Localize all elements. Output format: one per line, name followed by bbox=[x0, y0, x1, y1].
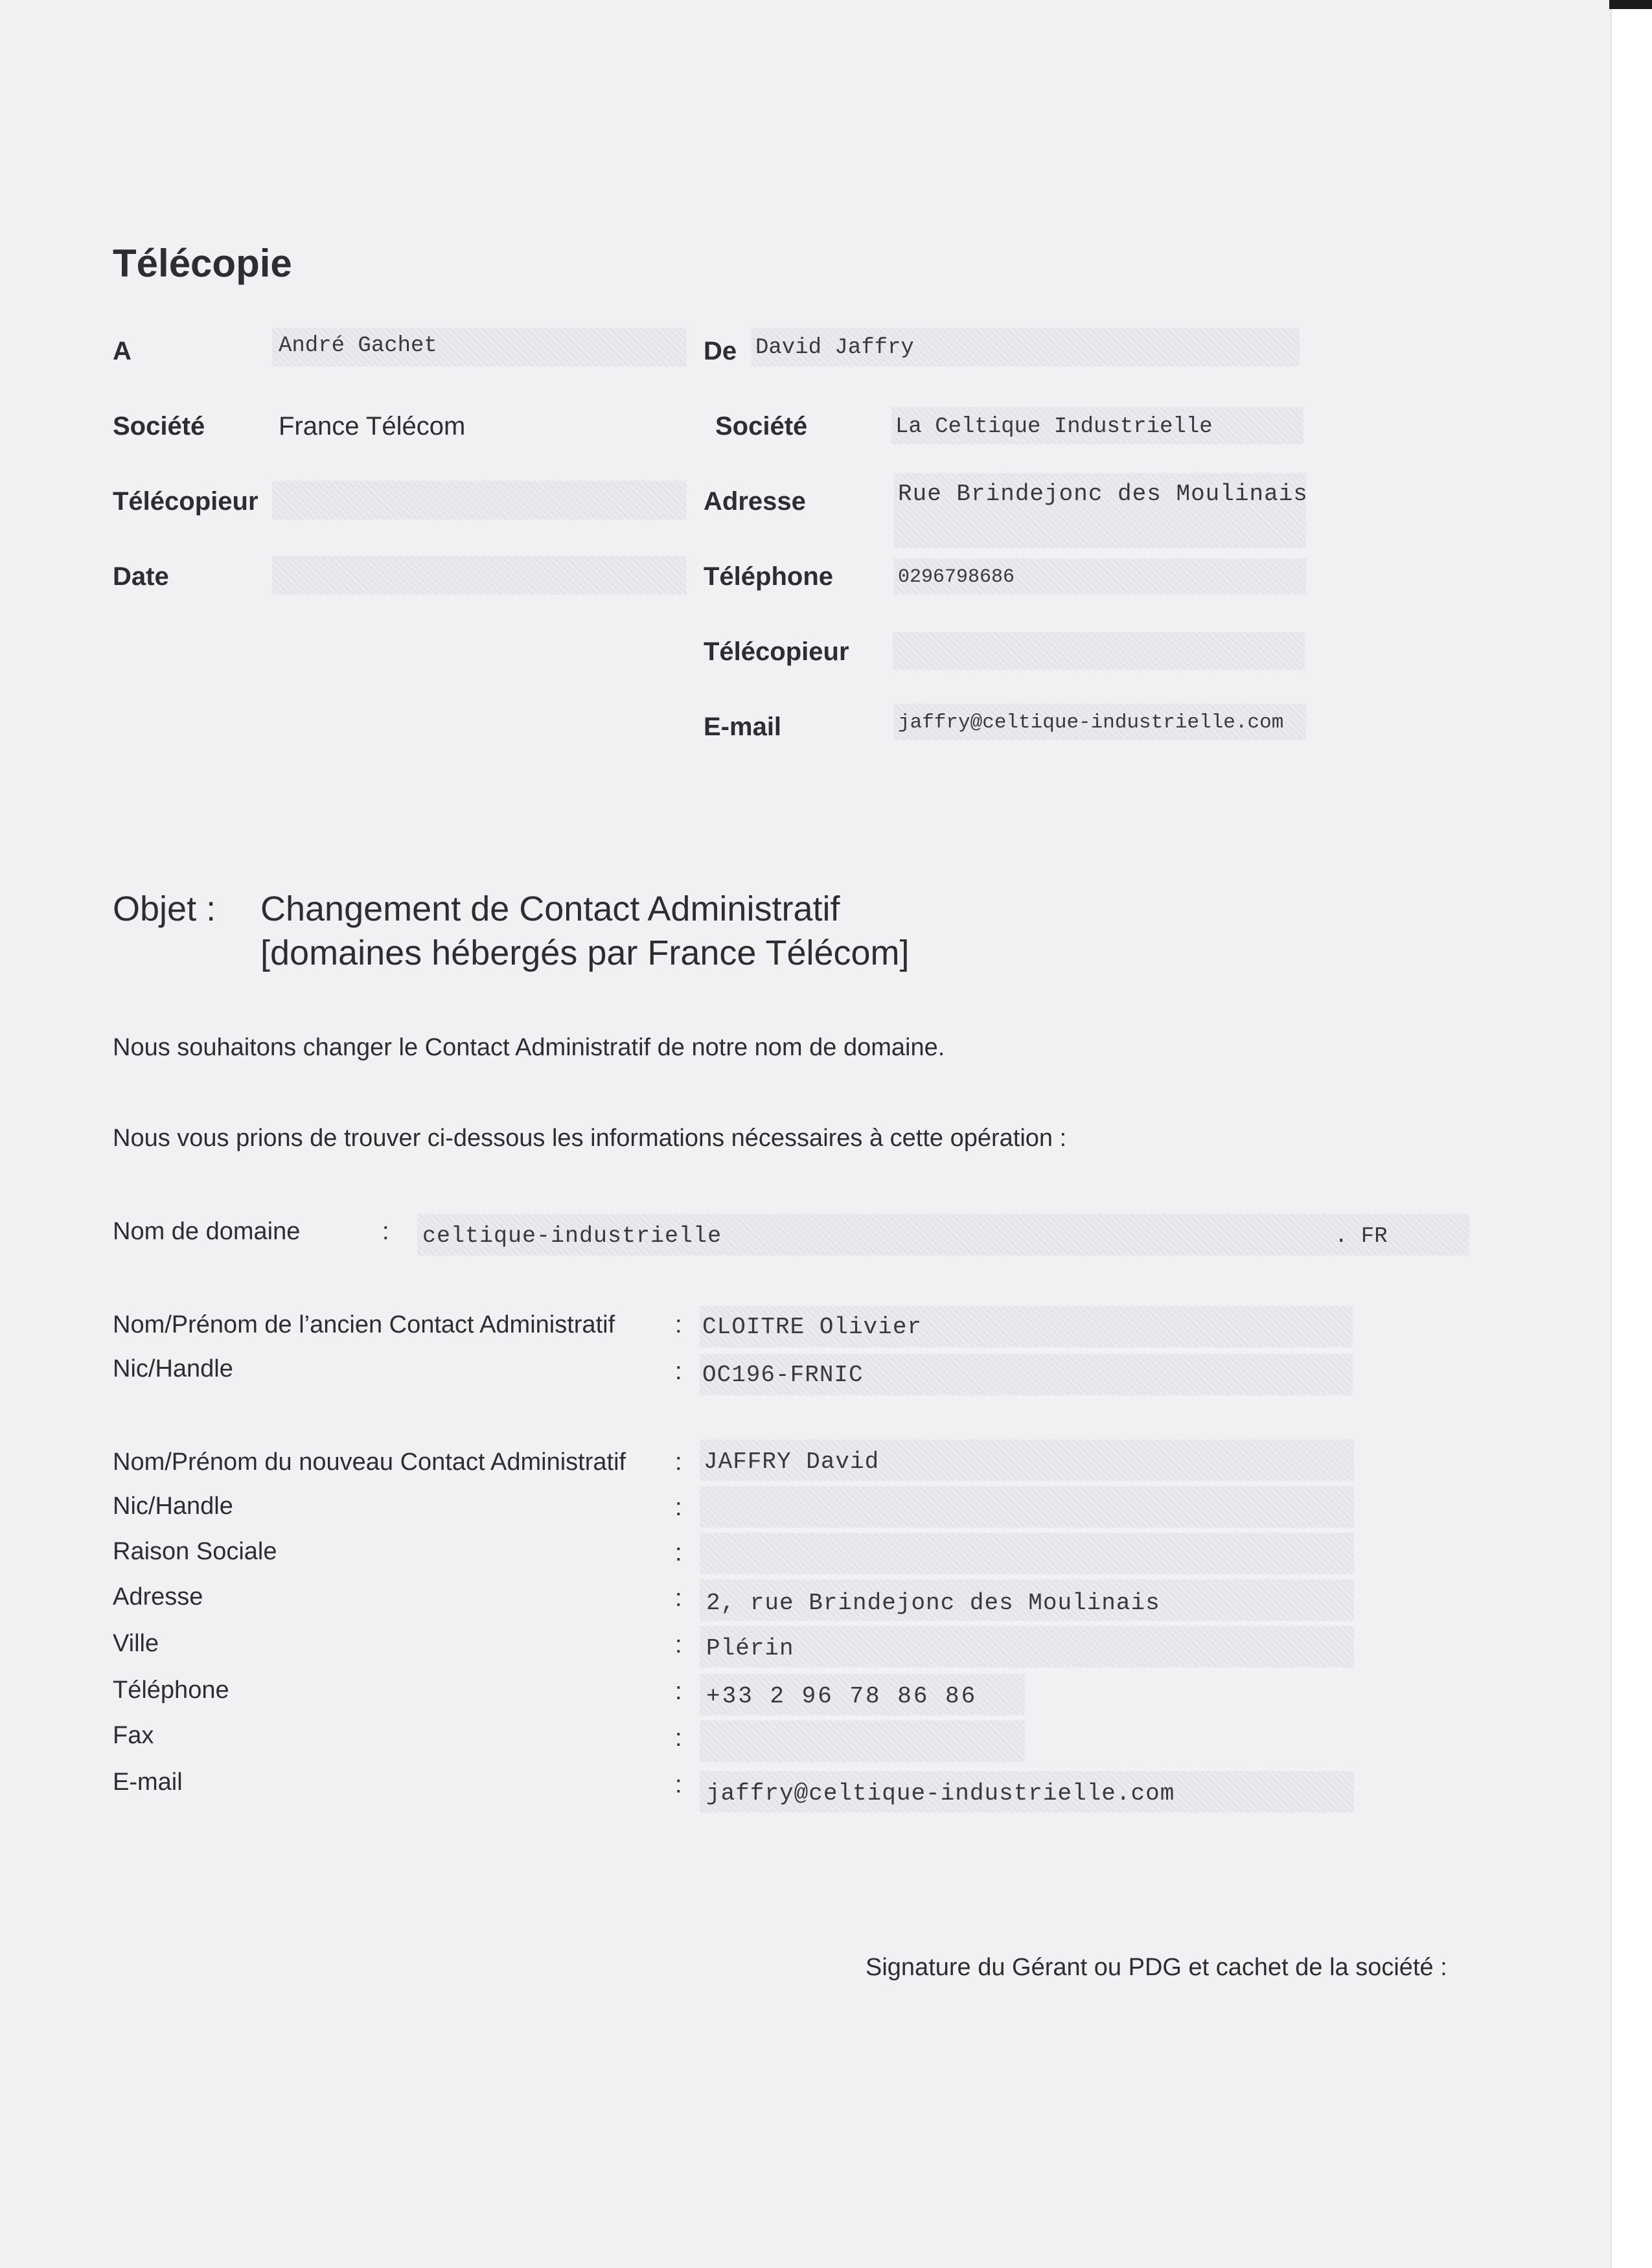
signature-label: Signature du Gérant ou PDG et cachet de la société : bbox=[866, 1954, 1447, 1981]
new-contact-name-colon: : bbox=[675, 1449, 682, 1476]
old-contact-nic-label: Nic/Handle bbox=[113, 1355, 233, 1382]
from-label: De bbox=[704, 337, 737, 365]
new-contact-adresse-colon: : bbox=[675, 1585, 682, 1612]
from-telecopieur-field[interactable] bbox=[893, 632, 1305, 670]
new-contact-fax-colon: : bbox=[675, 1724, 682, 1752]
new-contact-raison-colon: : bbox=[675, 1539, 682, 1566]
new-contact-raison-label: Raison Sociale bbox=[113, 1538, 277, 1565]
new-contact-email-label: E-mail bbox=[113, 1769, 183, 1796]
new-contact-raison-field[interactable] bbox=[700, 1533, 1354, 1574]
from-adresse-value: Rue Brindejonc des Moulinais bbox=[898, 481, 1308, 507]
to-telecopieur-label: Télécopieur bbox=[113, 487, 258, 516]
scan-corner-mark bbox=[1609, 0, 1652, 9]
domain-colon: : bbox=[382, 1218, 389, 1245]
from-email-value: jaffry@celtique-industrielle.com bbox=[898, 711, 1284, 734]
new-contact-ville-label: Ville bbox=[113, 1630, 159, 1657]
from-adresse-label: Adresse bbox=[704, 487, 806, 516]
from-telephone-label: Téléphone bbox=[704, 562, 834, 591]
from-societe-value: La Celtique Industrielle bbox=[895, 415, 1213, 439]
new-contact-ville-field[interactable] bbox=[700, 1626, 1354, 1667]
new-contact-name-value: JAFFRY David bbox=[704, 1449, 880, 1475]
objet-line-2: [domaines hébergés par France Télécom] bbox=[260, 934, 910, 972]
new-contact-adresse-label: Adresse bbox=[113, 1583, 203, 1610]
new-contact-email-value: jaffry@celtique-industrielle.com bbox=[706, 1780, 1175, 1807]
old-contact-nic-colon: : bbox=[675, 1358, 682, 1385]
new-contact-ville-colon: : bbox=[675, 1631, 682, 1658]
to-societe-value: France Télécom bbox=[279, 412, 466, 441]
domain-value: celtique-industrielle bbox=[422, 1223, 722, 1249]
new-contact-fax-field[interactable] bbox=[700, 1721, 1025, 1762]
new-contact-nic-colon: : bbox=[675, 1494, 682, 1521]
old-contact-name-colon: : bbox=[675, 1311, 682, 1338]
from-email-label: E-mail bbox=[704, 713, 782, 741]
domain-label: Nom de domaine bbox=[113, 1218, 301, 1245]
new-contact-name-label: Nom/Prénom du nouveau Contact Administratif bbox=[113, 1449, 626, 1476]
to-date-field[interactable] bbox=[272, 556, 687, 595]
old-contact-nic-value: OC196-FRNIC bbox=[702, 1362, 864, 1388]
new-contact-nic-field[interactable] bbox=[700, 1486, 1354, 1528]
new-contact-telephone-value: +33 2 96 78 86 86 bbox=[706, 1683, 978, 1710]
objet-label: Objet : bbox=[113, 889, 216, 928]
new-contact-telephone-colon: : bbox=[675, 1678, 682, 1705]
old-contact-name-value: CLOITRE Olivier bbox=[702, 1314, 923, 1340]
body-paragraph-2: Nous vous prions de trouver ci-dessous les informations nécessaires à cette opération : bbox=[113, 1125, 1067, 1152]
new-contact-nic-label: Nic/Handle bbox=[113, 1493, 233, 1520]
objet-line-1: Changement de Contact Administratif bbox=[260, 889, 840, 928]
from-societe-label: Société bbox=[715, 412, 808, 441]
to-telecopieur-field[interactable] bbox=[272, 481, 687, 520]
body-paragraph-1: Nous souhaitons changer le Contact Administratif de notre nom de domaine. bbox=[113, 1034, 945, 1061]
to-societe-label: Société bbox=[113, 412, 205, 441]
to-label: A bbox=[113, 337, 132, 365]
old-contact-name-label: Nom/Prénom de l’ancien Contact Administratif bbox=[113, 1311, 615, 1338]
new-contact-email-colon: : bbox=[675, 1771, 682, 1798]
from-telephone-value: 0296798686 bbox=[898, 566, 1015, 588]
new-contact-fax-label: Fax bbox=[113, 1722, 154, 1749]
from-telecopieur-label: Télécopieur bbox=[704, 637, 849, 666]
new-contact-ville-value: Plérin bbox=[706, 1635, 794, 1662]
new-contact-telephone-label: Téléphone bbox=[113, 1677, 229, 1704]
page-edge bbox=[1611, 0, 1652, 2268]
new-contact-adresse-value: 2, rue Brindejonc des Moulinais bbox=[706, 1590, 1160, 1616]
domain-tld: . FR bbox=[1335, 1224, 1388, 1249]
from-value: David Jaffry bbox=[755, 336, 914, 360]
document-title: Télécopie bbox=[113, 242, 292, 285]
to-date-label: Date bbox=[113, 562, 169, 591]
to-value: André Gachet bbox=[279, 334, 437, 358]
